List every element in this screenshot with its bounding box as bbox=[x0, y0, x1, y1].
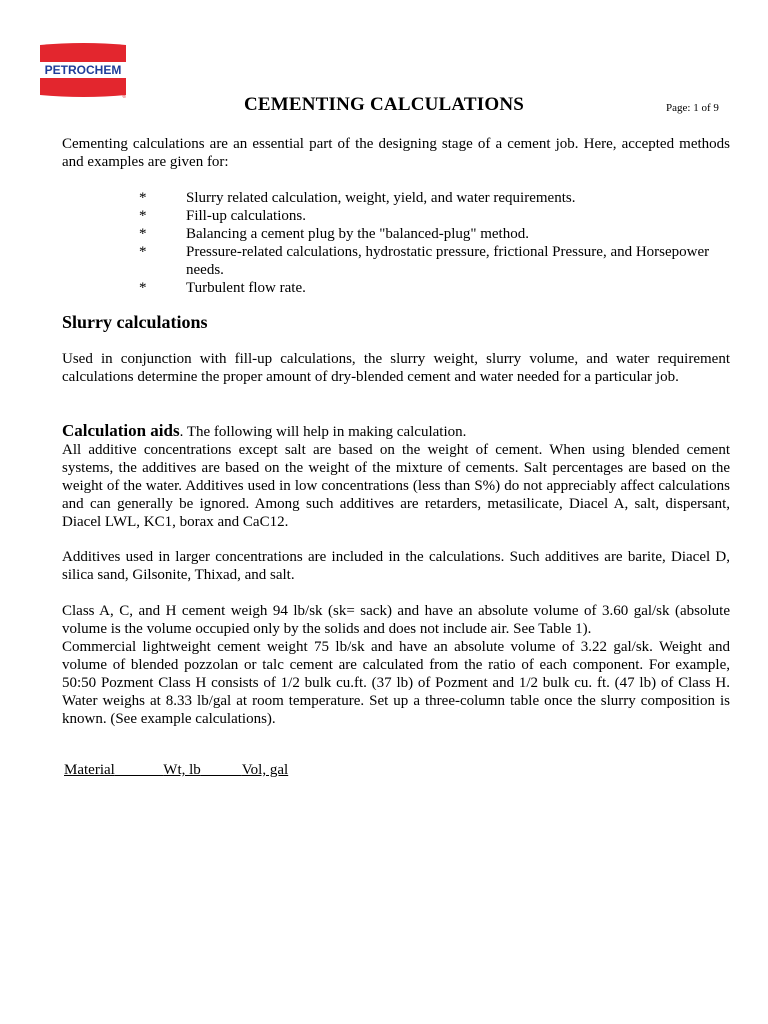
logo-registered: ® bbox=[122, 94, 126, 98]
calculation-aids-paragraph bbox=[62, 422, 730, 531]
table-header bbox=[64, 762, 288, 779]
cement-classes-paragraph: Class A, C, and H cement weigh 94 lb/sk (sk= sack) and have an absolute volume of 3.60 gal/sk (absolute volume is the volume occupied only by the solids and does not include air. See Table 1). bbox=[62, 603, 730, 637]
bullet-marker: * bbox=[139, 208, 147, 224]
bullet-marker: * bbox=[139, 226, 147, 242]
table-col-volume: Vol, gal bbox=[241, 762, 289, 778]
list-item-text: Balancing a cement plug by the "balanced-plug" method. bbox=[186, 226, 529, 242]
list-item-text: Slurry related calculation, weight, yield, and water requirements. bbox=[186, 190, 576, 206]
list-item bbox=[62, 279, 730, 297]
list-item bbox=[62, 225, 730, 243]
list-item-text: Fill-up calculations. bbox=[186, 208, 306, 224]
commercial-cement-paragraph: Commercial lightweight cement weight 75 lb/sk and have an absolute volume of 3.22 gal/sk. Weight and volume of blended pozzolan or talc cement are calculated from the ratio of each component. For example, 50:50 Pozment Class H consists of 1/2 bulk cu.ft. (37 lb) of Pozment and 1/2 bulk cu. ft. (47 lb) of Class H. Water weighs at 8.33 lb/gal at room temperature. Set up a three-column table once the slurry composition is known. (See example calculations). bbox=[62, 639, 730, 727]
list-item bbox=[62, 189, 730, 207]
topic-list bbox=[62, 189, 730, 297]
intro-paragraph: Cementing calculations are an essential part of the designing stage of a cement job. Here, accepted methods and examples are given for: bbox=[62, 136, 730, 170]
logo-text: PETROCHEM bbox=[44, 63, 122, 77]
bullet-marker: * bbox=[139, 244, 147, 260]
bullet-marker: * bbox=[139, 280, 147, 296]
bullet-marker: * bbox=[139, 190, 147, 206]
calculation-aids-lead: . The following will help in making calculation. bbox=[179, 424, 467, 440]
page-title: CEMENTING CALCULATIONS bbox=[243, 94, 525, 115]
list-item bbox=[62, 207, 730, 225]
section-heading-slurry: Slurry calculations bbox=[62, 312, 208, 332]
list-item-text: Pressure-related calculations, hydrostatic pressure, frictional Pressure, and Horsepower needs. bbox=[186, 244, 710, 278]
petrochem-logo bbox=[38, 42, 130, 98]
calculation-aids-heading: Calculation aids bbox=[62, 421, 180, 440]
calculation-aids-text: All additive concentrations except salt are based on the weight of cement. When using blended cement systems, the additives are based on the weight of the mixture of cements. Salt percentages are based on the weight of the water. Additives used in low concentrations (less than S%) do not appreciably affect calculations and can generally be ignored. Among such additives are retarders, metasilicate, Diacel A, salt, dispersant, Diacel LWL, KC1, borax and CaC12. bbox=[62, 442, 730, 530]
page-number: Page: 1 of 9 bbox=[666, 102, 719, 114]
list-item bbox=[62, 243, 730, 279]
additives-paragraph: Additives used in larger concentrations are included in the calculations. Such additives are barite, Diacel D, silica sand, Gilsonite, Thixad, and salt. bbox=[62, 549, 730, 583]
table-col-weight: Wt, lb bbox=[163, 762, 201, 778]
petrochem-logo-mark bbox=[38, 42, 130, 98]
table-col-material: Material bbox=[64, 762, 115, 778]
slurry-paragraph: Used in conjunction with fill-up calculations, the slurry weight, slurry volume, and water requirement calculations determine the proper amount of dry-blended cement and water needed for a particular job. bbox=[62, 351, 730, 385]
list-item-text: Turbulent flow rate. bbox=[186, 280, 306, 296]
